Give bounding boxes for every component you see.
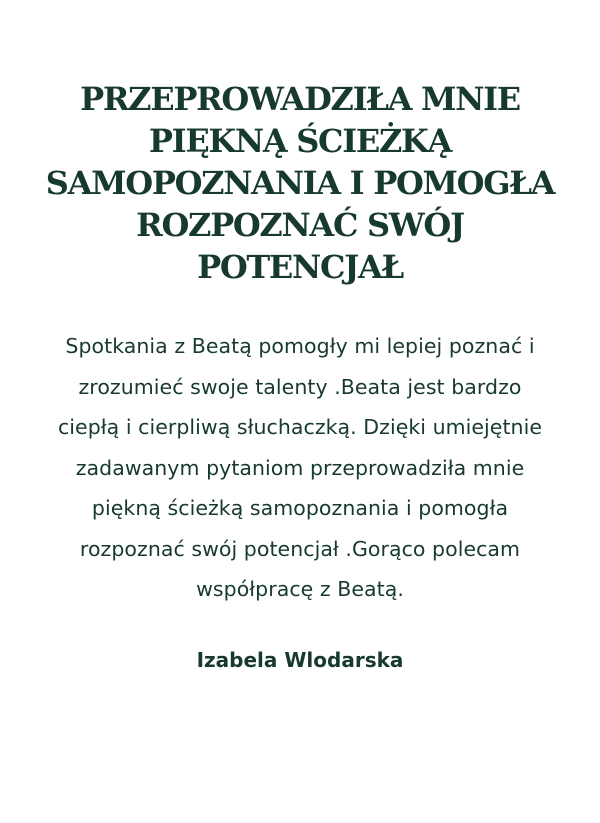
testimonial-quote: Spotkania z Beatą pomogły mi lepiej poznać i zrozumieć swoje talenty .Beata jest bardzo ciepłą i cierpliwą słuchaczką. Dzięki umiejętnie zadawanym pytaniom przeprowadziła mnie piękną ścieżką samopoznania i pomogła rozpoznać swój potencjał .Gorąco polecam współpracę z Beatą.: [57, 334, 543, 601]
testimonial-author: Izabela Wlodarska: [196, 647, 404, 672]
testimonial-heading: PRZEPROWADZIŁA MNIE PIĘKNĄ ŚCIEŻKĄ SAMOPOZNANIA I POMOGŁA ROZPOZNAĆ SWÓJ POTENCJAŁ: [45, 80, 555, 286]
